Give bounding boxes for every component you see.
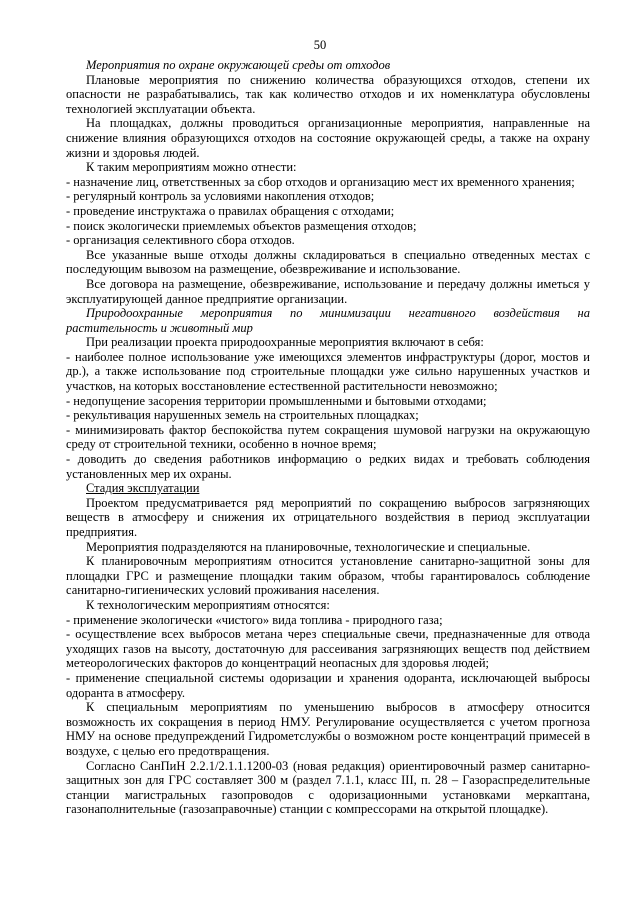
paragraph: - проведение инструктажа о правилах обращения с отходами; <box>66 203 395 218</box>
paragraph: К технологическим мероприятиям относятся: <box>86 597 330 612</box>
paragraph: К планировочным мероприятиям относится установление санитарно-защитной зоны для площадки ГРС и размещение площадки таким образом, чтобы гарантировалось соблюдение санитарно-гигиенических условий проживания населения. <box>66 554 590 598</box>
section-heading: Стадия эксплуатации <box>86 481 200 496</box>
paragraph: Все договора на размещение, обезвреживание, использование и передачу должны иметься у эксплуатирующей данное предприятие организации. <box>66 276 590 306</box>
paragraph: - регулярный контроль за условиями накопления отходов; <box>66 189 375 204</box>
page-number: 50 <box>313 38 327 52</box>
section-heading: Мероприятия по охране окружающей среды от отходов <box>86 58 391 72</box>
paragraph: При реализации проекта природоохранные мероприятия включают в себя: <box>86 335 484 350</box>
paragraph: - недопущение засорения территории промышленными и бытовыми отходами; <box>66 393 487 408</box>
paragraph: К специальным мероприятиям по уменьшению выбросов в атмосферу относится возможность их сокращения в период НМУ. Регулирование осуществляется с учетом прогноза НМУ на основе предупреждений Гидрометслужбы о возможном росте концентраций примесей в воздухе, с целью его предотвращения. <box>66 700 590 758</box>
paragraph: Все указанные выше отходы должны складироваться в специально отведенных местах с последующим вывозом на размещение, обезвреживание и использование. <box>66 247 590 277</box>
paragraph: - осуществление всех выбросов метана через специальные свечи, предназначенные для отвода уходящих газов на высоту, достаточную для рассеивания загрязняющих веществ под действием метеорологических факторов до концентраций неопасных для здоровья людей; <box>66 627 590 671</box>
paragraph: - доводить до сведения работников информацию о редких видах и требовать соблюдения установленных мер их охраны. <box>66 452 590 481</box>
paragraph: - применение специальной системы одоризации и хранения одоранта, исключающей выбросы одоранта в атмосферу. <box>66 670 590 700</box>
paragraph: - рекультивация нарушенных земель на строительных площадках; <box>66 408 419 423</box>
paragraph: - минимизировать фактор беспокойства путем сокращения шумовой нагрузки на окружающую среду от строительной техники, особенно в ночное время; <box>66 422 590 452</box>
document-body <box>66 58 590 817</box>
paragraph: Плановые мероприятия по снижению количества образующихся отходов, степени их опасности не разрабатывались, так как количество отходов и их номенклатура обусловлены технологией эксплуатации объекта. <box>66 72 590 116</box>
section-heading: Природоохранные мероприятия по минимизации негативного воздействия на растительность и животный мир <box>66 306 590 335</box>
paragraph: - применение экологически «чистого» вида топлива - природного газа; <box>66 612 443 627</box>
paragraph: - назначение лиц, ответственных за сбор отходов и организацию мест их временного хранения; <box>66 174 575 189</box>
paragraph: На площадках, должны проводиться организационные мероприятия, направленные на снижение влияния образующихся отходов на состояние окружающей среды, а также на охрану жизни и здоровья людей. <box>66 116 590 160</box>
paragraph: - поиск экологически приемлемых объектов размещения отходов; <box>66 218 417 233</box>
paragraph: Проектом предусматривается ряд мероприятий по сокращению выбросов загрязняющих веществ в атмосферу и снижения их отрицательного воздействия в период эксплуатации предприятия. <box>66 495 590 539</box>
paragraph: К таким мероприятиям можно отнести: <box>86 160 297 175</box>
paragraph: - организация селективного сбора отходов. <box>66 233 295 248</box>
paragraph: Мероприятия подразделяются на планировочные, технологические и специальные. <box>86 539 531 554</box>
paragraph: - наиболее полное использование уже имеющихся элементов инфраструктуры (дорог, мостов и др.), а также использование под строительные площадки уже сильно нарушенных участков и участков, на которых восстановление естественной растительности невозможно; <box>66 349 590 394</box>
paragraph: Согласно СанПиН 2.2.1/2.1.1.1200-03 (новая редакция) ориентировочный размер санитарно-защитных зон для ГРС составляет 300 м (раздел 7.1.1, класс III, п. 28 – Газораспределительные станции магистральных газопроводов с одоризационными установками меркаптана, газонаполнительные (газозаправочные) станции с компрессорами на открытой площадке). <box>66 758 590 817</box>
